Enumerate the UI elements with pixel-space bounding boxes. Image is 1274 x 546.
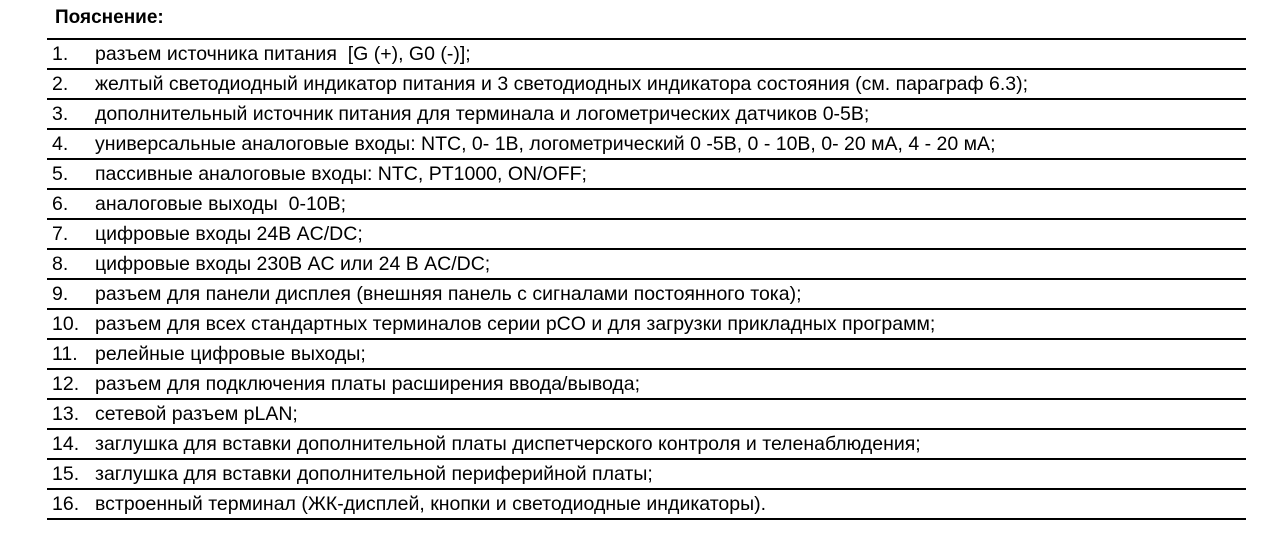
legend-number: 11. [52, 343, 78, 365]
legend-text: разъем для всех стандартных терминалов серии pCO и для загрузки прикладных программ; [95, 313, 936, 335]
legend-text: сетевой разъем pLAN; [95, 403, 298, 425]
legend-text: универсальные аналоговые входы: NTC, 0- 1В, логометрический 0 -5В, 0 - 10В, 0- 20 мА, 4 - 20 мА; [95, 133, 996, 155]
legend-number: 6. [52, 193, 69, 215]
legend-row [47, 400, 1246, 430]
legend-row [47, 70, 1246, 100]
legend-row [47, 370, 1246, 400]
legend-number: 14. [52, 433, 80, 455]
legend-number: 7. [52, 223, 69, 245]
legend-number: 16. [52, 493, 80, 515]
legend-text: заглушка для вставки дополнительной платы диспетчерского контроля и теленаблюдения; [95, 433, 921, 455]
legend-row [47, 160, 1246, 190]
legend-row [47, 280, 1246, 310]
legend-row [47, 460, 1246, 490]
legend-number: 8. [52, 253, 69, 275]
legend-row [47, 490, 1246, 520]
legend-text: разъем источника питания [G (+), G0 (-)]; [95, 43, 471, 65]
legend-text: желтый светодиодный индикатор питания и 3 светодиодных индикатора состояния (см. параграф 6.3); [95, 73, 1028, 95]
legend-table [47, 38, 1246, 520]
legend-row [47, 430, 1246, 460]
legend-number: 10. [52, 313, 80, 335]
legend-number: 9. [52, 283, 69, 305]
legend-text: цифровые входы 24В AC/DC; [95, 223, 363, 245]
legend-number: 4. [52, 133, 69, 155]
legend-row [47, 40, 1246, 70]
legend-row [47, 310, 1246, 340]
legend-row [47, 220, 1246, 250]
legend-number: 15. [52, 463, 80, 485]
legend-row [47, 190, 1246, 220]
legend-text: пассивные аналоговые входы: NTC, PT1000, ON/OFF; [95, 163, 587, 185]
legend-text: релейные цифровые выходы; [95, 343, 366, 365]
legend-number: 13. [52, 403, 80, 425]
legend-row [47, 250, 1246, 280]
legend-row [47, 100, 1246, 130]
legend-text: разъем для подключения платы расширения ввода/вывода; [95, 373, 641, 395]
legend-text: встроенный терминал (ЖК-дисплей, кнопки и светодиодные индикаторы). [95, 493, 767, 515]
legend-text: заглушка для вставки дополнительной периферийной платы; [95, 463, 653, 485]
legend-number: 2. [52, 73, 69, 95]
legend-text: дополнительный источник питания для терминала и логометрических датчиков 0-5В; [95, 103, 870, 125]
legend-number: 3. [52, 103, 69, 125]
legend-heading: Пояснение: [55, 7, 164, 28]
legend-text: цифровые входы 230В AC или 24 В AC/DC; [95, 253, 491, 275]
legend-text: разъем для панели дисплея (внешняя панель с сигналами постоянного тока); [95, 283, 802, 305]
legend-number: 12. [52, 373, 80, 395]
legend-text: аналоговые выходы 0-10В; [95, 193, 347, 215]
legend-number: 1. [52, 43, 69, 65]
legend-row [47, 340, 1246, 370]
legend-row [47, 130, 1246, 160]
legend-number: 5. [52, 163, 69, 185]
